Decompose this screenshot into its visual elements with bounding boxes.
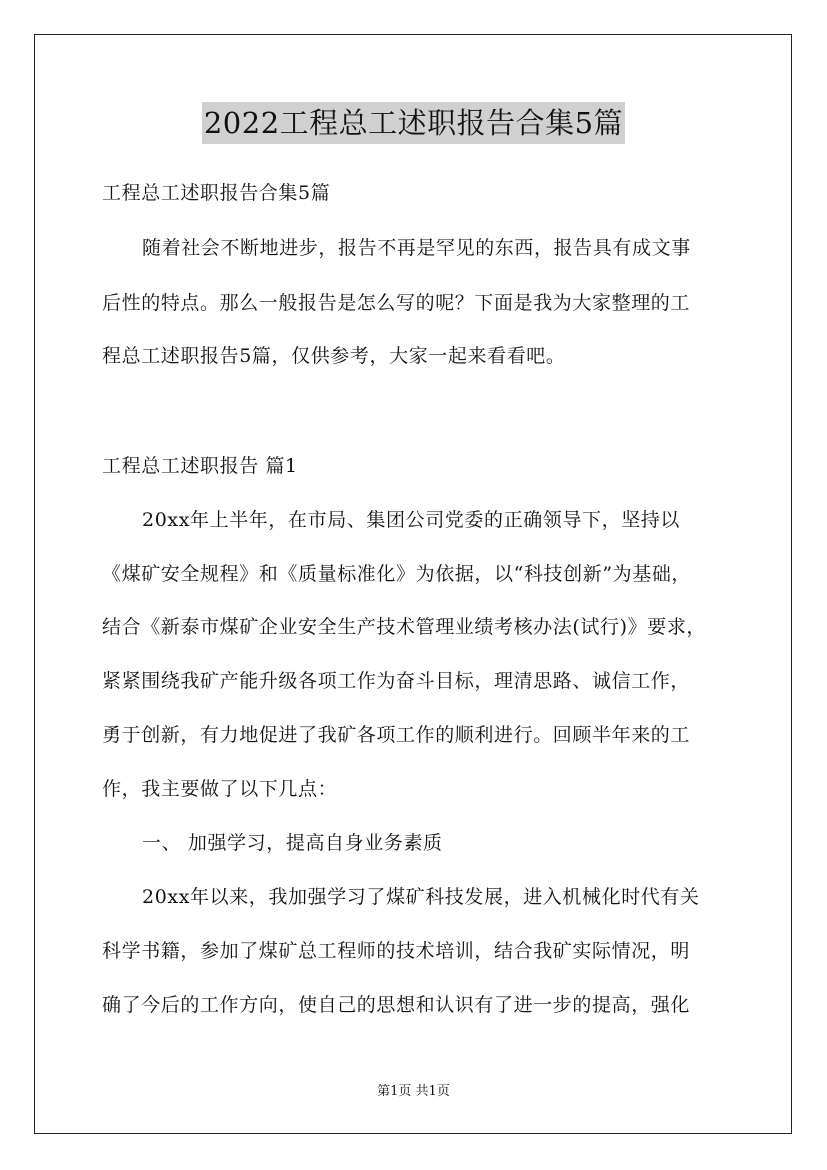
document-subtitle: 工程总工述职报告合集5篇 [102, 182, 331, 204]
body-line: 作，我主要做了以下几点： [102, 778, 338, 800]
body-line: 勇于创新，有力地促进了我矿各项工作的顺利进行。回顾半年来的工 [102, 724, 691, 746]
intro-line: 后性的特点。那么一般报告是怎么写的呢？下面是我为大家整理的工 [102, 292, 691, 314]
point-line: 科学书籍，参加了煤矿总工程师的技术培训，结合我矿实际情况，明 [102, 940, 691, 962]
body-line: 紧紧围绕我矿产能升级各项工作为奋斗目标，理清思路、诚信工作， [102, 670, 691, 692]
body-line: 结合《新泰市煤矿企业安全生产技术管理业绩考核办法(试行)》要求， [102, 616, 707, 638]
document-title: 2022工程总工述职报告合集5篇 [202, 102, 625, 144]
section-heading: 工程总工述职报告 篇1 [102, 455, 298, 477]
point-line: 20xx年以来，我加强学习了煤矿科技发展，进入机械化时代有关 [142, 886, 700, 908]
intro-line: 程总工述职报告5篇，仅供参考，大家一起来看看吧。 [102, 345, 566, 367]
point-heading: 一、 加强学习，提高自身业务素质 [142, 832, 443, 854]
body-line: 20xx年上半年，在市局、集团公司党委的正确领导下，坚持以 [142, 509, 681, 531]
page-footer: 第1页 共1页 [377, 1084, 450, 1099]
body-line: 《煤矿安全规程》和《质量标准化》为依据，以“科技创新”为基础， [102, 563, 692, 585]
point-line: 确了今后的工作方向，使自己的思想和认识有了进一步的提高，强化 [102, 994, 691, 1016]
title-container [0, 102, 827, 144]
intro-line: 随着社会不断地进步，报告不再是罕见的东西，报告具有成文事 [142, 237, 691, 259]
